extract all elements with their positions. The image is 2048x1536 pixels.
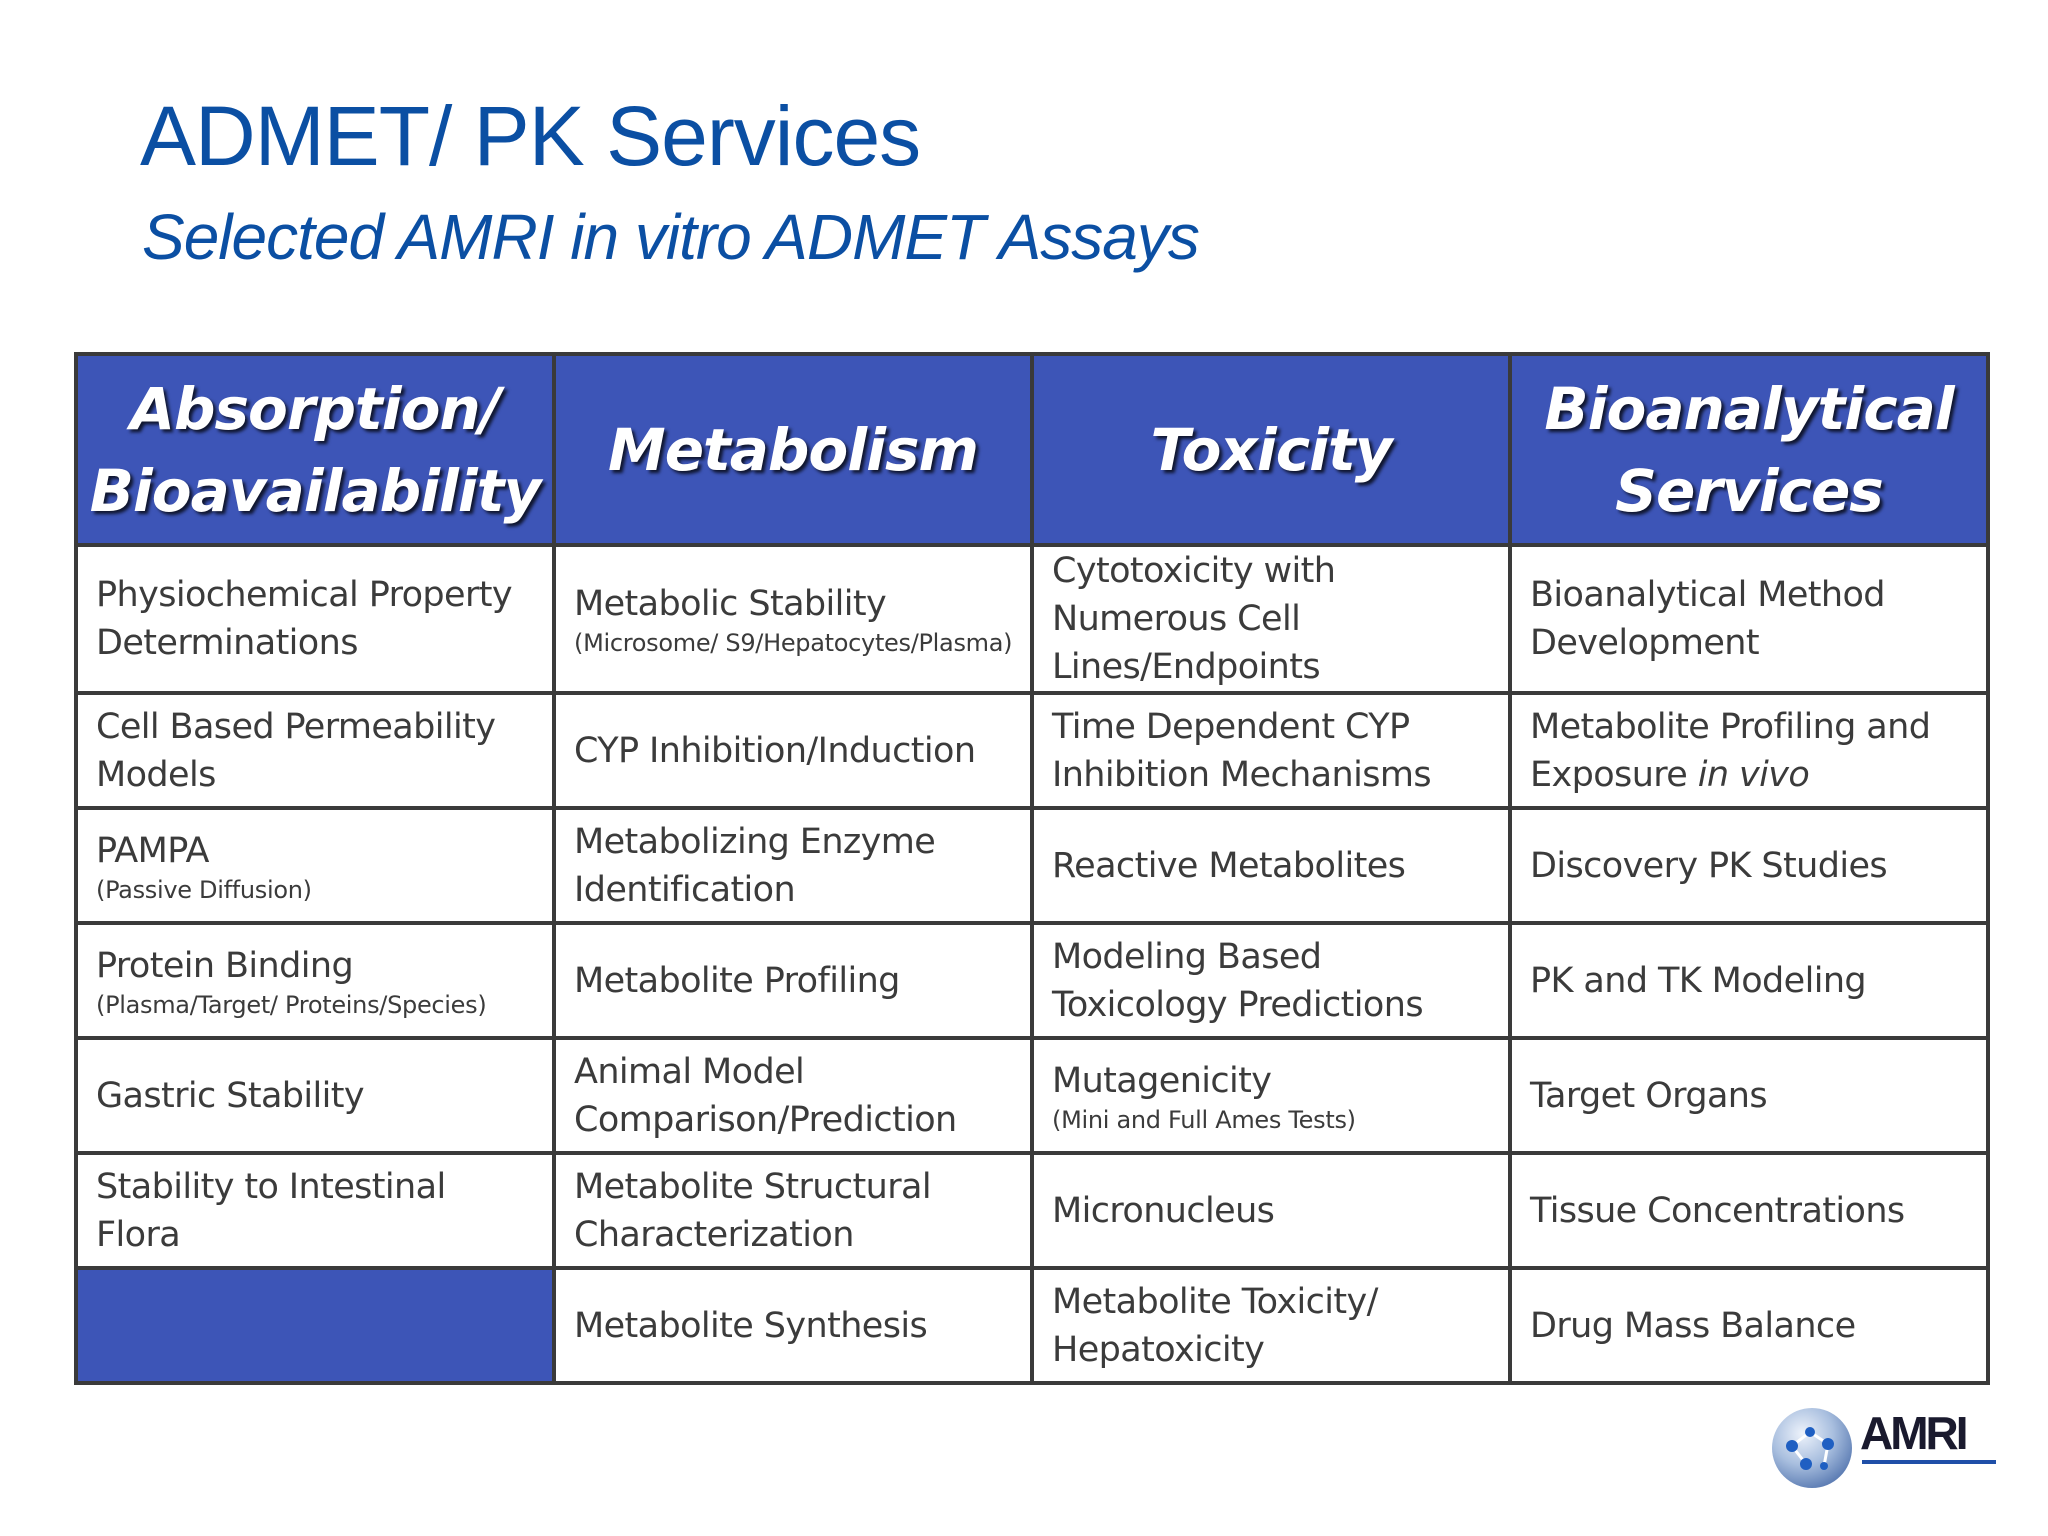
table-cell xyxy=(1032,1153,1510,1268)
cell-subtext: (Microsome/ S9/Hepatocytes/Plasma) xyxy=(574,629,1013,657)
cell-main-text: Gastric Stability xyxy=(96,1075,365,1116)
table-cell xyxy=(1510,693,1988,808)
table-cell xyxy=(554,1038,1032,1153)
table-cell xyxy=(1510,1153,1988,1268)
cell-main-text: Cell Based Permeability Models xyxy=(96,706,496,795)
cell-main-text: PK and TK Modeling xyxy=(1530,960,1867,1001)
cell-main-text: Drug Mass Balance xyxy=(1530,1305,1856,1346)
header-metabolism xyxy=(554,354,1032,545)
cell-main-text: Micronucleus xyxy=(1052,1190,1275,1231)
table-cell xyxy=(76,808,554,923)
table-cell xyxy=(1510,545,1988,693)
cell-text xyxy=(1052,842,1496,890)
table-cell xyxy=(76,693,554,808)
table-row xyxy=(76,808,1988,923)
table-cell xyxy=(554,545,1032,693)
slide-subtitle: Selected AMRI in vitro ADMET Assays xyxy=(142,201,1199,273)
cell-text xyxy=(96,1072,540,1120)
cell-main-text: PAMPA xyxy=(96,830,209,871)
cell-text xyxy=(1530,842,1974,890)
cell-text xyxy=(96,571,540,667)
table-cell xyxy=(1032,923,1510,1038)
table-header xyxy=(76,354,1988,545)
logo-underline xyxy=(1862,1460,1996,1464)
table-cell xyxy=(554,923,1032,1038)
cell-text xyxy=(1530,1187,1974,1235)
cell-subtext: (Plasma/Target/ Proteins/Species) xyxy=(96,990,487,1019)
header-toxicity xyxy=(1032,354,1510,545)
header-line: Metabolism xyxy=(607,415,978,484)
table-cell xyxy=(76,1153,554,1268)
cell-text xyxy=(574,580,1018,628)
cell-main-text: Metabolite Profiling and Exposure xyxy=(1530,706,1931,795)
cell-main-text: Metabolite Toxicity/ Hepatoxicity xyxy=(1052,1281,1378,1370)
cell-text xyxy=(574,1163,1018,1259)
cell-main-text: Reactive Metabolites xyxy=(1052,845,1406,886)
table-row xyxy=(76,1038,1988,1153)
cell-text xyxy=(1052,703,1496,799)
cell-text xyxy=(1052,1187,1496,1235)
table-cell xyxy=(1510,808,1988,923)
cell-text xyxy=(574,957,1018,1005)
table-cell xyxy=(554,808,1032,923)
cell-main-text: Metabolite Synthesis xyxy=(574,1305,928,1346)
header-absorption xyxy=(76,354,554,545)
header-line: Bioanalytical xyxy=(1544,374,1954,443)
cell-text xyxy=(1052,547,1496,691)
cell-text xyxy=(1530,1072,1974,1120)
cell-main-text: Bioanalytical Method Development xyxy=(1530,575,1885,663)
cell-text xyxy=(1530,957,1974,1005)
cell-text xyxy=(1052,1057,1496,1105)
table-cell xyxy=(1510,923,1988,1038)
empty-filler-cell xyxy=(76,1268,554,1383)
cell-text xyxy=(96,827,540,875)
cell-main-text: Tissue Concentrations xyxy=(1530,1190,1905,1231)
logo-text: AMRI xyxy=(1860,1407,1966,1459)
table-cell xyxy=(1510,1268,1988,1383)
cell-main-text: Metabolic Stability xyxy=(574,584,887,624)
cell-main-text: Physiochemical Property Determinations xyxy=(96,575,512,663)
slide-title: ADMET/ PK Services xyxy=(140,89,921,183)
cell-main-text: Stability to Intestinal Flora xyxy=(96,1166,446,1255)
cell-main-text: Metabolite Structural Characterization xyxy=(574,1166,931,1255)
cell-main-text: Metabolite Profiling xyxy=(574,960,900,1001)
cell-text xyxy=(96,1163,540,1259)
cell-main-text: Discovery PK Studies xyxy=(1530,845,1888,886)
table-cell xyxy=(76,1038,554,1153)
table-cell xyxy=(1032,808,1510,923)
header-line: Absorption/ xyxy=(130,374,500,443)
table-cell xyxy=(554,693,1032,808)
table-cell xyxy=(1032,545,1510,693)
cell-main-text: Target Organs xyxy=(1530,1075,1768,1116)
cell-text xyxy=(574,1302,1018,1350)
cell-main-text: Modeling Based Toxicology Predictions xyxy=(1052,936,1423,1025)
cell-text xyxy=(1530,571,1974,667)
assay-table xyxy=(74,352,1990,1385)
cell-italic-text: in vivo xyxy=(1697,754,1810,795)
cell-text xyxy=(1052,1278,1496,1374)
table-row xyxy=(76,545,1988,693)
table-cell xyxy=(76,545,554,693)
cell-subtext: (Passive Diffusion) xyxy=(96,875,312,904)
table-body xyxy=(76,545,1988,1383)
cell-subtext: (Mini and Full Ames Tests) xyxy=(1052,1105,1356,1134)
table-cell xyxy=(1510,1038,1988,1153)
cell-text xyxy=(96,942,540,990)
table-cell xyxy=(76,923,554,1038)
cell-main-text: Time Dependent CYP Inhibition Mechanisms xyxy=(1052,706,1431,795)
header-line: Services xyxy=(1615,456,1883,525)
cell-main-text: CYP Inhibition/Induction xyxy=(574,730,976,771)
table-cell xyxy=(554,1153,1032,1268)
cell-main-text: Animal Model Comparison/Prediction xyxy=(574,1051,957,1140)
table-cell xyxy=(1032,693,1510,808)
table-row xyxy=(76,1268,1988,1383)
cell-text xyxy=(1530,703,1974,799)
cell-text xyxy=(574,818,1018,914)
table-cell xyxy=(1032,1268,1510,1383)
cell-text xyxy=(574,1048,1018,1144)
cell-main-text: Protein Binding xyxy=(96,945,354,986)
table-cell xyxy=(1032,1038,1510,1153)
cell-text xyxy=(574,727,1018,775)
header-line: Toxicity xyxy=(1150,415,1392,484)
table-row xyxy=(76,693,1988,808)
header-row xyxy=(76,354,1988,545)
cell-main-text: Metabolizing Enzyme Identification xyxy=(574,821,936,910)
table-row xyxy=(76,1153,1988,1268)
table-cell xyxy=(554,1268,1032,1383)
table-row xyxy=(76,923,1988,1038)
molecule-globe-icon xyxy=(1770,1406,1854,1490)
amri-logo xyxy=(1770,1404,2000,1492)
cell-text xyxy=(1530,1302,1974,1350)
cell-main-text: Mutagenicity xyxy=(1052,1060,1272,1101)
cell-text xyxy=(96,703,540,799)
header-bioanalytical xyxy=(1510,354,1988,545)
cell-text xyxy=(1052,933,1496,1029)
header-line: Bioavailability xyxy=(89,456,541,525)
cell-main-text: Cytotoxicity with Numerous Cell Lines/Endpoints xyxy=(1052,551,1336,687)
